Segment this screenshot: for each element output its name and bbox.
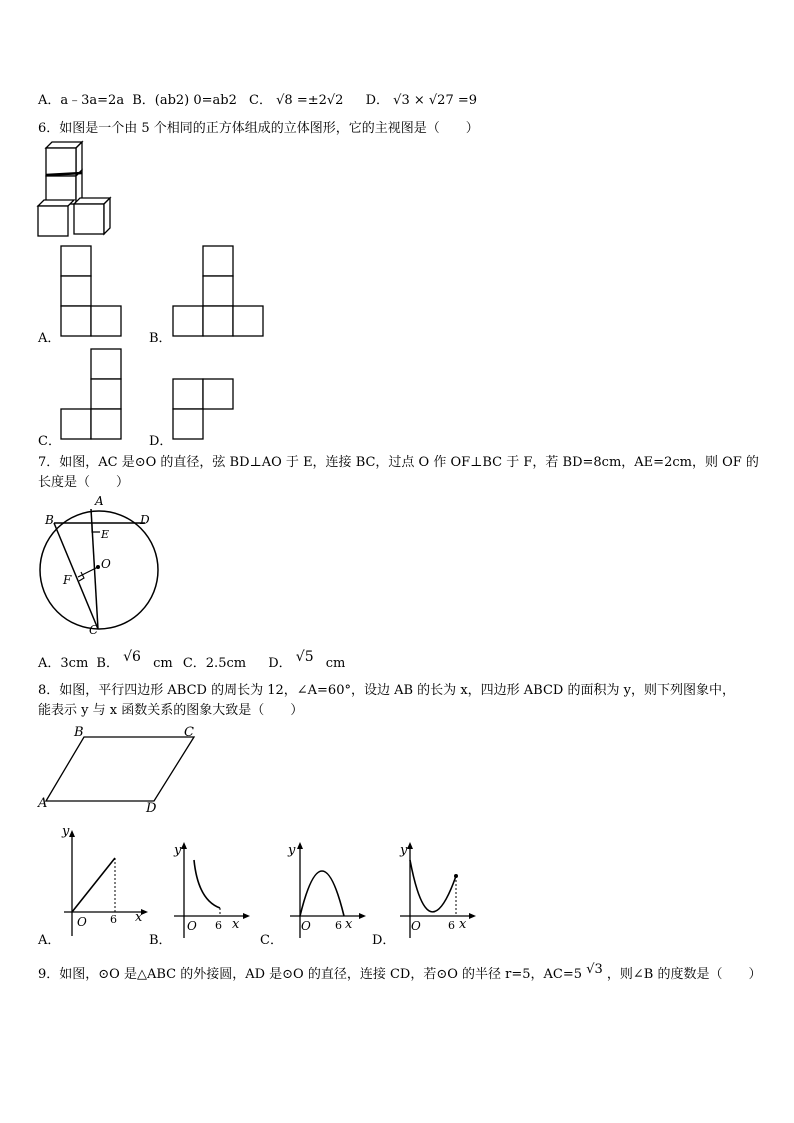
q7-option-c: C．2.5cm — [182, 656, 247, 671]
q8-graph-d-y: y — [400, 843, 408, 858]
q7-options — [38, 649, 346, 673]
q6-label-a: A． — [38, 331, 61, 346]
q7-point-c: C — [89, 623, 99, 637]
q7-point-e: E — [101, 528, 110, 541]
q8-graph-c-o: O — [301, 919, 311, 933]
q5-option-c-expr: √8 =±2√2 — [276, 93, 344, 108]
q7-option-a: A．3cm — [38, 656, 89, 671]
q8-graph-c-six: 6 — [335, 919, 342, 932]
q5-option-a: A．a﹣3a=2a — [38, 93, 125, 108]
q8-graph-d-o: O — [411, 919, 421, 933]
q8-vertex-b: B — [74, 725, 84, 740]
q5-option-d-label: D． — [365, 93, 390, 108]
q8-graph-b-six: 6 — [215, 919, 222, 932]
q7-option-d-label: D． — [268, 656, 292, 671]
q8-graph-b — [172, 840, 252, 940]
q8-graph-a-x: x — [135, 910, 143, 925]
q5-option-c-label: C． — [249, 93, 272, 108]
q6-option-d-figure — [172, 378, 234, 440]
q7-point-o: O — [101, 557, 111, 571]
q8-stem-line2: 能表示 y 与 x 函数关系的图象大致是（ ） — [38, 703, 304, 718]
q7-stem-line2: 长度是（ ） — [38, 475, 130, 490]
q8-graph-b-y: y — [174, 843, 182, 858]
q8-label-c: C． — [260, 933, 283, 948]
q6-option-b-figure — [172, 245, 264, 337]
q5-options — [38, 92, 477, 110]
q7-point-d: D — [140, 513, 150, 527]
q7-option-b-expr: √6 — [123, 649, 141, 665]
q8-graph-a-y: y — [62, 824, 70, 839]
q5-option-d-expr: √3 × √27 =9 — [393, 93, 478, 108]
q7-option-d-expr: √5 — [295, 649, 314, 665]
q6-cube-figure — [36, 140, 116, 240]
q8-stem-line1: 8．如图，平行四边形 ABCD 的周长为 12，∠A=60°，设边 AB 的长为 x，四边形 ABCD 的面积为 y，则下列图象中， — [38, 683, 735, 698]
q8-graph-b-x: x — [232, 917, 240, 932]
q7-option-b-label: B． — [96, 656, 119, 671]
q9-stem-text-b: ，则∠B 的度数是（ ） — [606, 967, 762, 982]
q8-vertex-a: A — [38, 796, 48, 811]
q8-graph-d-six: 6 — [448, 919, 455, 932]
q7-stem-line1: 7．如图，AC 是⊙O 的直径，弦 BD⊥AO 于 E，连接 BC，过点 O 作 OF⊥BC 于 F，若 BD=8cm，AE=2cm，则 OF 的 — [38, 455, 759, 470]
q8-graph-c-y: y — [288, 843, 296, 858]
q7-point-a: A — [95, 494, 104, 508]
q8-parallelogram-figure — [36, 724, 206, 820]
q7-point-f: F — [63, 573, 72, 587]
q6-option-a-figure — [60, 245, 122, 337]
q8-label-a: A． — [38, 933, 61, 948]
q9-stem — [38, 962, 762, 984]
q8-graph-b-o: O — [187, 919, 197, 933]
q6-label-b: B． — [149, 331, 172, 346]
q5-option-b: B．(ab2) 0=ab2 — [132, 93, 237, 108]
q6-label-c: C． — [38, 434, 61, 449]
q6-stem: 6．如图是一个由 5 个相同的正方体组成的立体图形，它的主视图是（ ） — [38, 121, 479, 136]
q8-label-b: B． — [149, 933, 172, 948]
q6-option-c-figure — [60, 348, 122, 440]
q8-label-d: D． — [372, 933, 396, 948]
q8-graph-a-o: O — [77, 915, 87, 929]
q8-vertex-d: D — [146, 801, 157, 816]
q7-option-b-unit: cm — [153, 656, 173, 671]
q7-option-d-unit: cm — [325, 656, 346, 671]
q8-graph-c — [288, 840, 368, 940]
q8-graph-a-six: 6 — [110, 913, 117, 926]
q9-stem-expr: √3 — [586, 962, 603, 977]
q8-graph-c-x: x — [345, 917, 353, 932]
q7-point-b: B — [45, 513, 54, 527]
q8-graph-d-x: x — [459, 917, 467, 932]
q8-vertex-c: C — [184, 725, 194, 740]
q6-label-d: D． — [149, 434, 173, 449]
q9-stem-text-a: 9．如图，⊙O 是△ABC 的外接圆，AD 是⊙O 的直径，连接 CD，若⊙O 的半径 r=5，AC=5 — [38, 967, 583, 982]
